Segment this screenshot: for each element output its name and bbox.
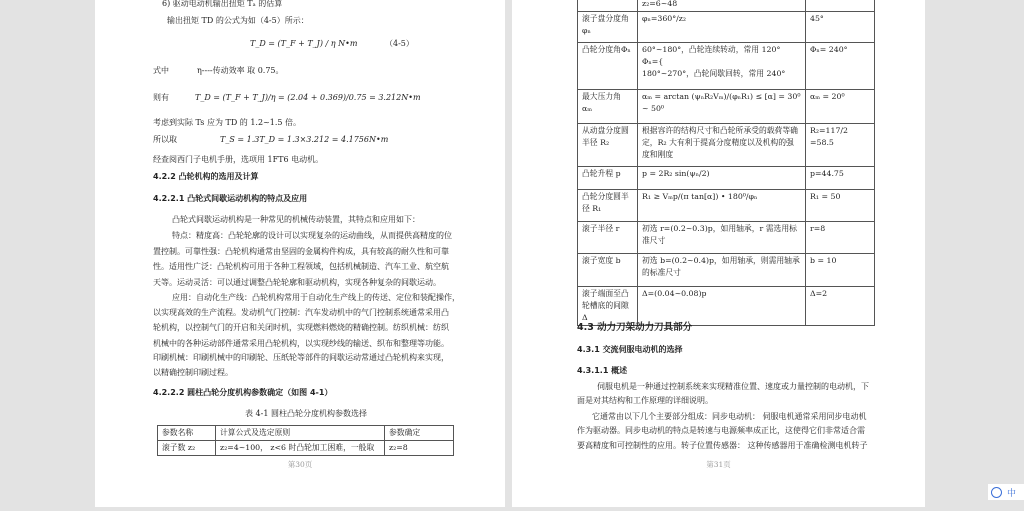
text-line: 经查阅西门子电机手册，选项用 1FT6 电动机。: [153, 155, 324, 164]
paragraph-line: 应用：自动化生产线：凸轮机构常用于自动化生产线上的传送、定位和装配操作，: [172, 293, 460, 302]
table-cell: 滚子半径 r: [578, 222, 638, 254]
text-line: 6) 驱动电动机输出扭矩 Tₐ 的估算: [162, 0, 283, 8]
table-row: [578, 287, 875, 326]
table-cell: z₂=4~100， z<6 时凸轮加工困难，一般取: [216, 441, 385, 456]
text-line: 考虑到实际 Ts 应为 TD 的 1.2~1.5 倍。: [153, 118, 302, 127]
paragraph-line: 要高精度和可控制性的应用。转子位置传感器： 这种传感器用于准确检测电机转子: [577, 441, 868, 450]
page-number: 第30页: [287, 460, 313, 469]
paragraph-line: 它通常由以下几个主要部分组成：同步电动机： 伺服电机通常采用同步电动机: [592, 412, 867, 421]
text-line: η----传动效率 取 0.75。: [197, 66, 284, 75]
paragraph-line: 面是对其结构和工作原理的详细说明。: [577, 396, 713, 405]
paragraph-line: 轮机构，以控制气门的开启和关闭时机，实现燃料燃烧的精确控制。纺织机械：纺织: [153, 323, 449, 332]
table-cell: 60°~180°，凸轮连续转动，常用 120° Φₙ={ 180°~270°，凸轮间歇回转，常用 240°: [638, 43, 806, 90]
text-line: 式中: [153, 66, 169, 75]
page-31: [512, 0, 925, 507]
table-cell: R₁ = 50: [806, 190, 875, 222]
heading-4-2-2-2: 4.2.2.2 圆柱凸轮分度机构参数确定（如图 4-1）: [153, 388, 333, 397]
table-cell: 滚子宽度 b: [578, 254, 638, 287]
heading-4-2-2-1: 4.2.2.1 凸轮式间歇运动机构的特点及应用: [153, 194, 308, 203]
table-row: [578, 124, 875, 167]
assistant-icon[interactable]: [991, 487, 1002, 498]
paragraph-line: 置控制。可靠性强：凸轮机构通常由坚固的金属构件构成，具有较高的耐久性和可靠: [153, 247, 449, 256]
table-cell: 凸轮分度角Φₙ: [578, 43, 638, 90]
header-cell: 计算公式及选定原则: [216, 426, 385, 441]
table-caption: 表 4-1 圆柱凸轮分度机构参数选择: [245, 409, 367, 418]
paragraph-line: 凸轮式间歇运动机构是一种常见的机械传动装置，其特点和应用如下：: [172, 215, 420, 224]
ime-indicator[interactable]: [988, 484, 1024, 500]
table-cell: 凸轮分度圆半径 R₁: [578, 190, 638, 222]
table-row: [578, 0, 875, 12]
table-cell: φₙ=360°/z₂: [638, 12, 806, 43]
table-cell: z₂=6~48: [638, 0, 806, 12]
table-cell: 初选 b=(0.2~0.4)p，如用轴承，则需用轴承的标准尺寸: [638, 254, 806, 287]
heading-4-3: 4.3 动力刀架动力刀具部分: [577, 322, 693, 333]
table-row: [578, 90, 875, 124]
equation-number: （4-5）: [385, 39, 414, 48]
paragraph-line: 作为驱动器。同步电动机的特点是转速与电源频率成正比，这使得它们非常适合需: [577, 426, 865, 435]
table-cell: αₘ = arctan (ψₙR₂Vₘ)/(φₙR₁) ≤ [α] = 30⁰ ~ 50⁰: [638, 90, 806, 124]
table-cell: p = 2R₂ sin(ψₙ/2): [638, 167, 806, 190]
table-row: [578, 167, 875, 190]
table-cell: [806, 0, 875, 12]
table-cell: αₘ = 20⁰: [806, 90, 875, 124]
formula: T_D = (T_F + T_J) / η N•m: [250, 39, 358, 48]
table-cell: z₂=8: [385, 441, 454, 456]
paragraph-line: 伺服电机是一种通过控制系统来实现精准位置、速度或力量控制的电动机，下: [597, 382, 869, 391]
header-cell: 参数确定: [385, 426, 454, 441]
formula: T_S = 1.3T_D = 1.3×3.212 = 4.1756N•m: [220, 135, 389, 144]
table-cell: 初选 r=(0.2~0.3)p，如用轴承，r 需选用标准尺寸: [638, 222, 806, 254]
table-cell: 45°: [806, 12, 875, 43]
table-cell: r=8: [806, 222, 875, 254]
table-cell: [578, 0, 638, 12]
table-row: [578, 12, 875, 43]
header-cell: 参数名称: [158, 426, 216, 441]
table-cell: 滚子盘分度角 φₙ: [578, 12, 638, 43]
table-cell: Δ=(0.04~0.08)p: [638, 287, 806, 326]
table-row: [578, 43, 875, 90]
table-cell: b = 10: [806, 254, 875, 287]
table-cell: R₁ ≥ Vₘp/(π tan[α]) • 180⁰/φₙ: [638, 190, 806, 222]
table-row: [578, 254, 875, 287]
formula: T_D = (T_F + T_J)/η = (2.04 + 0.369)/0.75 = 3.212N•m: [195, 93, 421, 102]
heading-4-3-1: 4.3.1 交流伺服电动机的选择: [577, 345, 683, 354]
table-cell: 滚子数 z₂: [158, 441, 216, 456]
table-cell: 滚子端面至凸轮槽底的间隙Δ: [578, 287, 638, 326]
heading-4-2-2: 4.2.2 凸轮机构的选用及计算: [153, 172, 259, 181]
table-header-row: [158, 426, 454, 441]
text-line: 所以取: [153, 135, 177, 144]
paragraph-line: 天等。运动灵活：可以通过调整凸轮轮廓和驱动机构，实现各种复杂的间歇运动。: [153, 278, 441, 287]
table-row: [578, 222, 875, 254]
table-cell: 凸轮升程 p: [578, 167, 638, 190]
paragraph-line: 机械中的各种运动部件通常采用凸轮机构，以实现纱线的输送、织布和整理等功能。: [153, 339, 449, 348]
text-line: 输出扭矩 TD 的公式为如（4-5）所示：: [167, 16, 309, 25]
table-cell: R₂=117/2 =58.5: [806, 124, 875, 167]
page-30: [95, 0, 505, 507]
parameter-table-continued: [577, 0, 875, 326]
text-line: 则有: [153, 93, 169, 102]
table-row: [158, 441, 454, 456]
table-cell: 最大压力角 αₘ: [578, 90, 638, 124]
table-cell: 从动盘分度圆半径 R₂: [578, 124, 638, 167]
heading-4-3-1-1: 4.3.1.1 概述: [577, 366, 628, 375]
table-cell: 根据容许的结构尺寸和凸轮所承受的载荷等确定，R₂ 大有利于提高分度精度以及机构的强度和刚度: [638, 124, 806, 167]
paragraph-line: 以精确控制印刷过程。: [153, 368, 233, 377]
paragraph-line: 印刷机械：印刷机械中的印刷轮、压纸轮等部件的间歇运动常通过凸轮机构来实现，: [153, 353, 449, 362]
table-cell: Φₙ= 240°: [806, 43, 875, 90]
paragraph-line: 特点：精度高：凸轮轮廓的设计可以实现复杂的运动曲线，从而提供高精度的位: [172, 231, 452, 240]
page-number: 第31页: [706, 460, 731, 469]
table-row: [578, 190, 875, 222]
parameter-table: [157, 425, 454, 456]
table-cell: p=44.75: [806, 167, 875, 190]
paragraph-line: 性。适用性广泛：凸轮机构可用于各种工程领域，包括机械制造、汽车工业、航空航: [153, 262, 449, 271]
table-cell: Δ=2: [806, 287, 875, 326]
paragraph-line: 以实现高效的生产流程。发动机气门控制：汽车发动机中的气门控制系统通常采用凸: [153, 308, 449, 317]
ime-language-label[interactable]: 中: [1007, 488, 1017, 499]
